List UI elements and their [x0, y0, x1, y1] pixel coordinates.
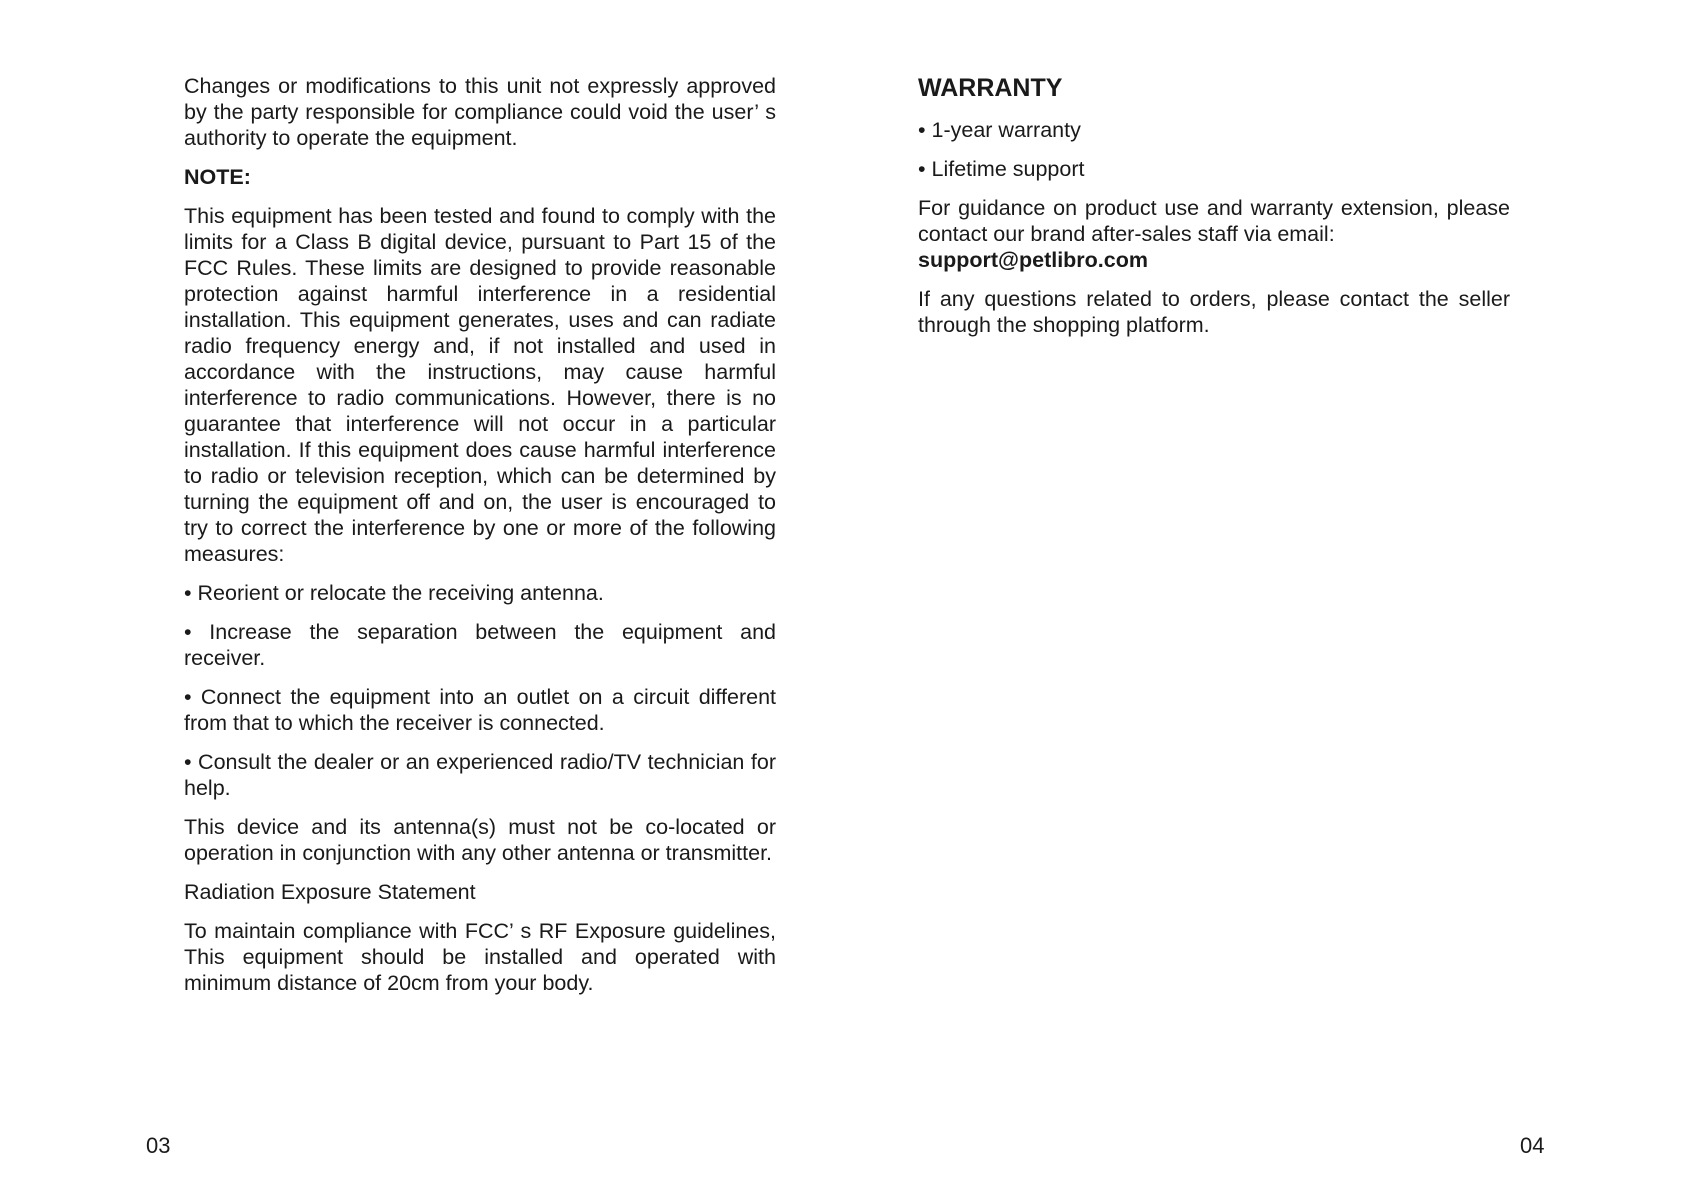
measure-item: • Increase the separation between the equipment and receiver. [184, 620, 776, 670]
guidance-paragraph [918, 195, 1510, 273]
measure-item: • Consult the dealer or an experienced radio/TV technician for help. [184, 750, 776, 800]
intro-paragraph: Changes or modifications to this unit not expressly approved by the party responsible for compliance could void the user’ s authority to operate the equipment. [184, 74, 776, 150]
measure-item: • Connect the equipment into an outlet on a circuit different from that to which the receiver is connected. [184, 685, 776, 735]
guidance-text: For guidance on product use and warranty extension, please contact our brand after-sales staff via email: [918, 196, 1510, 246]
radiation-heading: Radiation Exposure Statement [184, 880, 476, 904]
support-email-link[interactable]: support@petlibro.com [918, 248, 1148, 272]
warranty-item: • Lifetime support [918, 157, 1085, 181]
note-body: This equipment has been tested and found to comply with the limits for a Class B digital device, pursuant to Part 15 of the FCC Rules. These limits are designed to provide reasonable protection against harmful interference in a residential installation. This equipment generates, uses and can radiate radio frequency energy and, if not installed and used in accordance with the instructions, may cause harmful interference to radio communications. However, there is no guarantee that interference will not occur in a particular installation. If this equipment does cause harmful interference to radio or television reception, which can be determined by turning the equipment off and on, the user is encouraged to try to correct the interference by one or more of the following measures: [184, 204, 776, 566]
warranty-heading: WARRANTY [918, 74, 1063, 102]
page-number-left: 03 [146, 1133, 171, 1158]
right-column [918, 73, 1510, 351]
left-column [184, 73, 776, 1009]
colocation-paragraph: This device and its antenna(s) must not be co-located or operation in conjunction with any other antenna or transmitter. [184, 815, 776, 865]
orders-paragraph: If any questions related to orders, please contact the seller through the shopping platform. [918, 287, 1510, 337]
page-number-right: 04 [1520, 1133, 1545, 1158]
note-heading: NOTE: [184, 165, 251, 189]
warranty-item: • 1-year warranty [918, 118, 1081, 142]
measure-item: • Reorient or relocate the receiving antenna. [184, 581, 604, 605]
radiation-body: To maintain compliance with FCC’ s RF Exposure guidelines, This equipment should be installed and operated with minimum distance of 20cm from your body. [184, 919, 776, 995]
